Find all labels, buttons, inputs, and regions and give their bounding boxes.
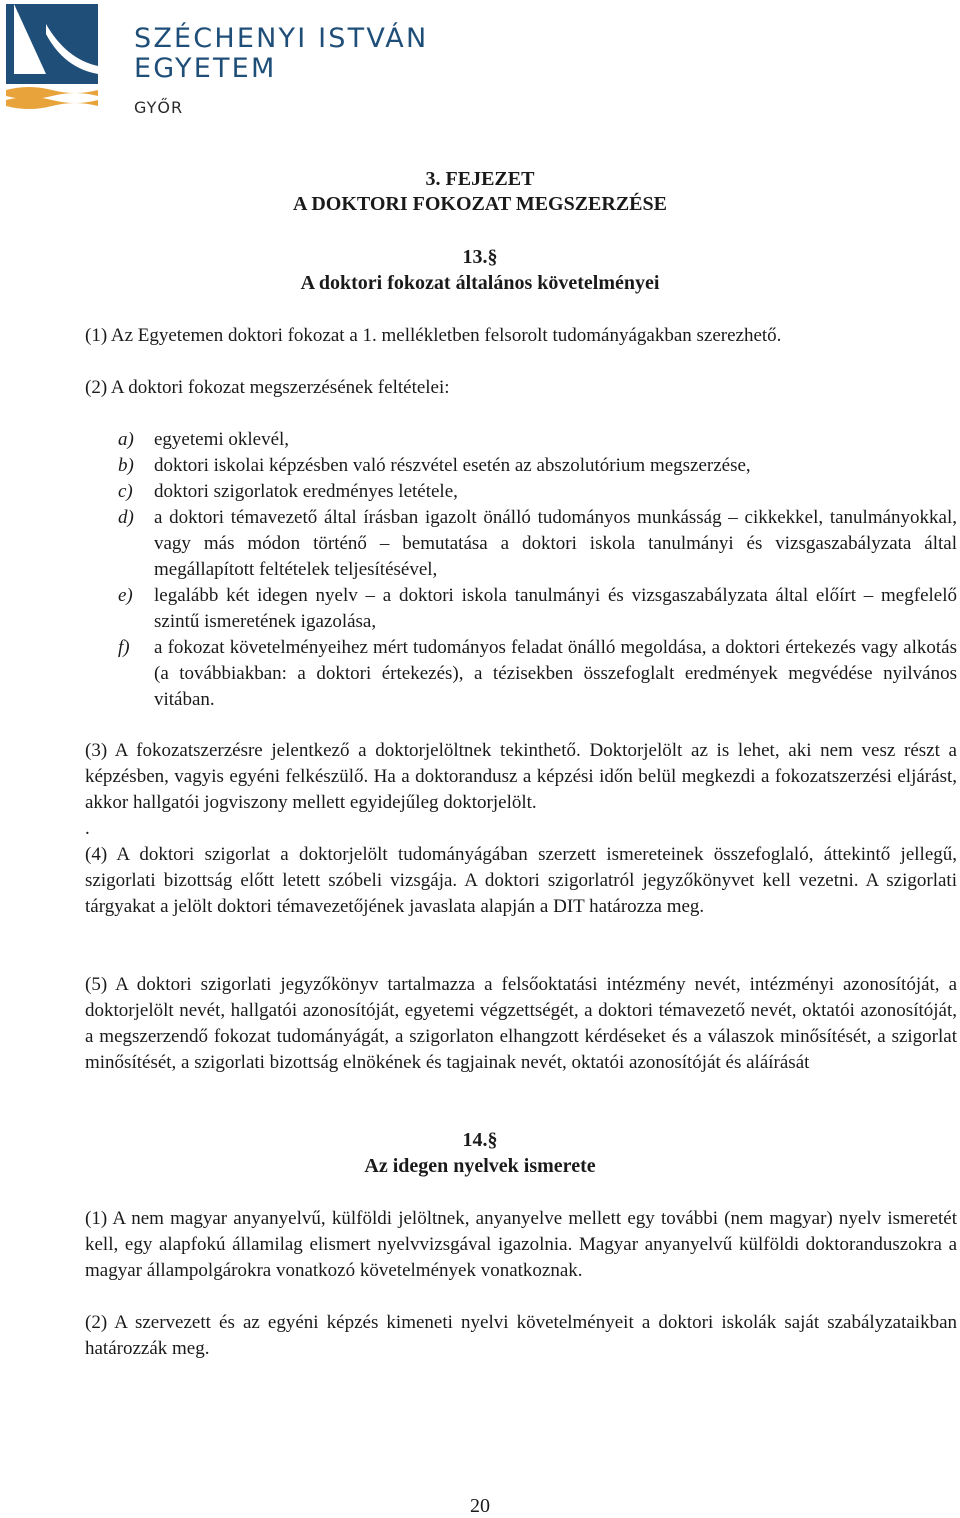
list-item [118, 427, 957, 453]
section-13-paragraph-3: (3) A fokozatszerzésre jelentkező a doktorjelöltnek tekinthető. Doktorjelölt az is lehet, aki nem vesz részt a képzésben, vagyis egyéni felkészülő. Ha a doktorandusz a képzési időn belül megkezdi a fokozatszerzési eljárást, akkor hallgatói jogviszony mellett egyidejűleg doktorjelölt. [85, 740, 957, 813]
list-marker: e) [118, 585, 133, 606]
list-marker: b) [118, 455, 134, 476]
list-item-text: a fokozat követelményeihez mért tudományos feladat önálló megoldása, a doktori értekezés vagy alkotás (a továbbiakban: a doktori értekezés), a tézisekben összefoglalt eredmények megvédése nyilvános vitában. [154, 637, 957, 710]
list-item-text: a doktori témavezető által írásban igazolt önálló tudományos munkásság – cikkekkel, tanulmányokkal, vagy más módon történő – bemutatása a doktori iskola tanulmányi és vizsgaszabályzata által megállapított feltételek teljesítésével, [154, 507, 957, 580]
requirements-list [118, 427, 957, 713]
list-marker: c) [118, 481, 133, 502]
list-item [118, 583, 957, 635]
stray-dot: . [85, 818, 90, 839]
section-14-number: 14.§ [462, 1129, 498, 1151]
section-13-paragraph-1: (1) Az Egyetemen doktori fokozat a 1. mellékletben felsorolt tudományágakban szerezhető. [85, 325, 782, 346]
logo-city: GYŐR [134, 98, 184, 117]
university-name [134, 24, 428, 117]
list-item-text: egyetemi oklevél, [154, 429, 290, 450]
list-item [118, 635, 957, 713]
section-13-number: 13.§ [462, 246, 498, 268]
chapter-number: 3. FEJEZET [425, 168, 535, 190]
list-item-text: doktori szigorlatok eredményes letétele, [154, 481, 458, 502]
chapter-title: A DOKTORI FOKOZAT MEGSZERZÉSE [293, 193, 667, 215]
section-13-paragraph-5: (5) A doktori szigorlati jegyzőkönyv tartalmazza a felsőoktatási intézmény nevét, intézményi azonosítóját, a doktorjelölt nevét, hallgatói azonosítóját, egyetemi végzettségét, a doktori témavezető nevét, oktatói azonosítóját, a megszerzendő fokozat tudományágát, a szigorlaton elhangzott kérdéseket és a válaszok minősítését, a szigorlat minősítését, a szigorlati bizottság elnökének és tagjainak nevét, oktatói azonosítóját és aláírását [85, 974, 957, 1073]
logo-line-1: SZÉCHENYI ISTVÁN [134, 23, 429, 54]
list-item [118, 453, 957, 479]
list-item-text: legalább két idegen nyelv – a doktori iskola tanulmányi és vizsgaszabályzata által előírt – megfelelő szintű ismeretének igazolása, [154, 585, 957, 632]
list-marker: a) [118, 429, 134, 450]
section-14-title: Az idegen nyelvek ismerete [364, 1155, 596, 1177]
section-13-paragraph-2: (2) A doktori fokozat megszerzésének feltételei: [85, 377, 450, 398]
list-item-text: doktori iskolai képzésben való részvétel esetén az abszolutórium megszerzése, [154, 455, 751, 476]
section-14-paragraph-1: (1) A nem magyar anyanyelvű, külföldi jelöltnek, anyanyelve mellett egy további (nem magyar) nyelv ismeretét kell, egy alapfokú államilag elismert nyelvvizsgával igazolnia. Magyar anyanyelvű külföldi doktoranduszokra a magyar állampolgárokra vonatkozó követelmények vonatkoznak. [85, 1208, 957, 1281]
logo-line-2: EGYETEM [134, 53, 277, 84]
section-13-paragraph-4: (4) A doktori szigorlat a doktorjelölt tudományágában szerzett ismereteinek összefoglaló, áttekintő jellegű, szigorlati bizottság előtt letett szóbeli vizsgája. A doktori szigorlatról jegyzőkönyvet kell vezetni. A szigorlati tárgyakat a jelölt doktori témavezetőjének javaslata alapján a DIT határozza meg. [85, 844, 957, 917]
list-item [118, 479, 957, 505]
section-13-title: A doktori fokozat általános követelményei [300, 272, 660, 294]
list-marker: f) [118, 637, 130, 658]
section-14-paragraph-2: (2) A szervezett és az egyéni képzés kimeneti nyelvi követelményeit a doktori iskolák saját szabályzataikban határozzák meg. [85, 1312, 957, 1359]
university-emblem-icon [6, 4, 98, 112]
university-logo [6, 4, 429, 117]
list-marker: d) [118, 507, 134, 528]
page-number: 20 [470, 1495, 490, 1517]
list-item [118, 505, 957, 583]
